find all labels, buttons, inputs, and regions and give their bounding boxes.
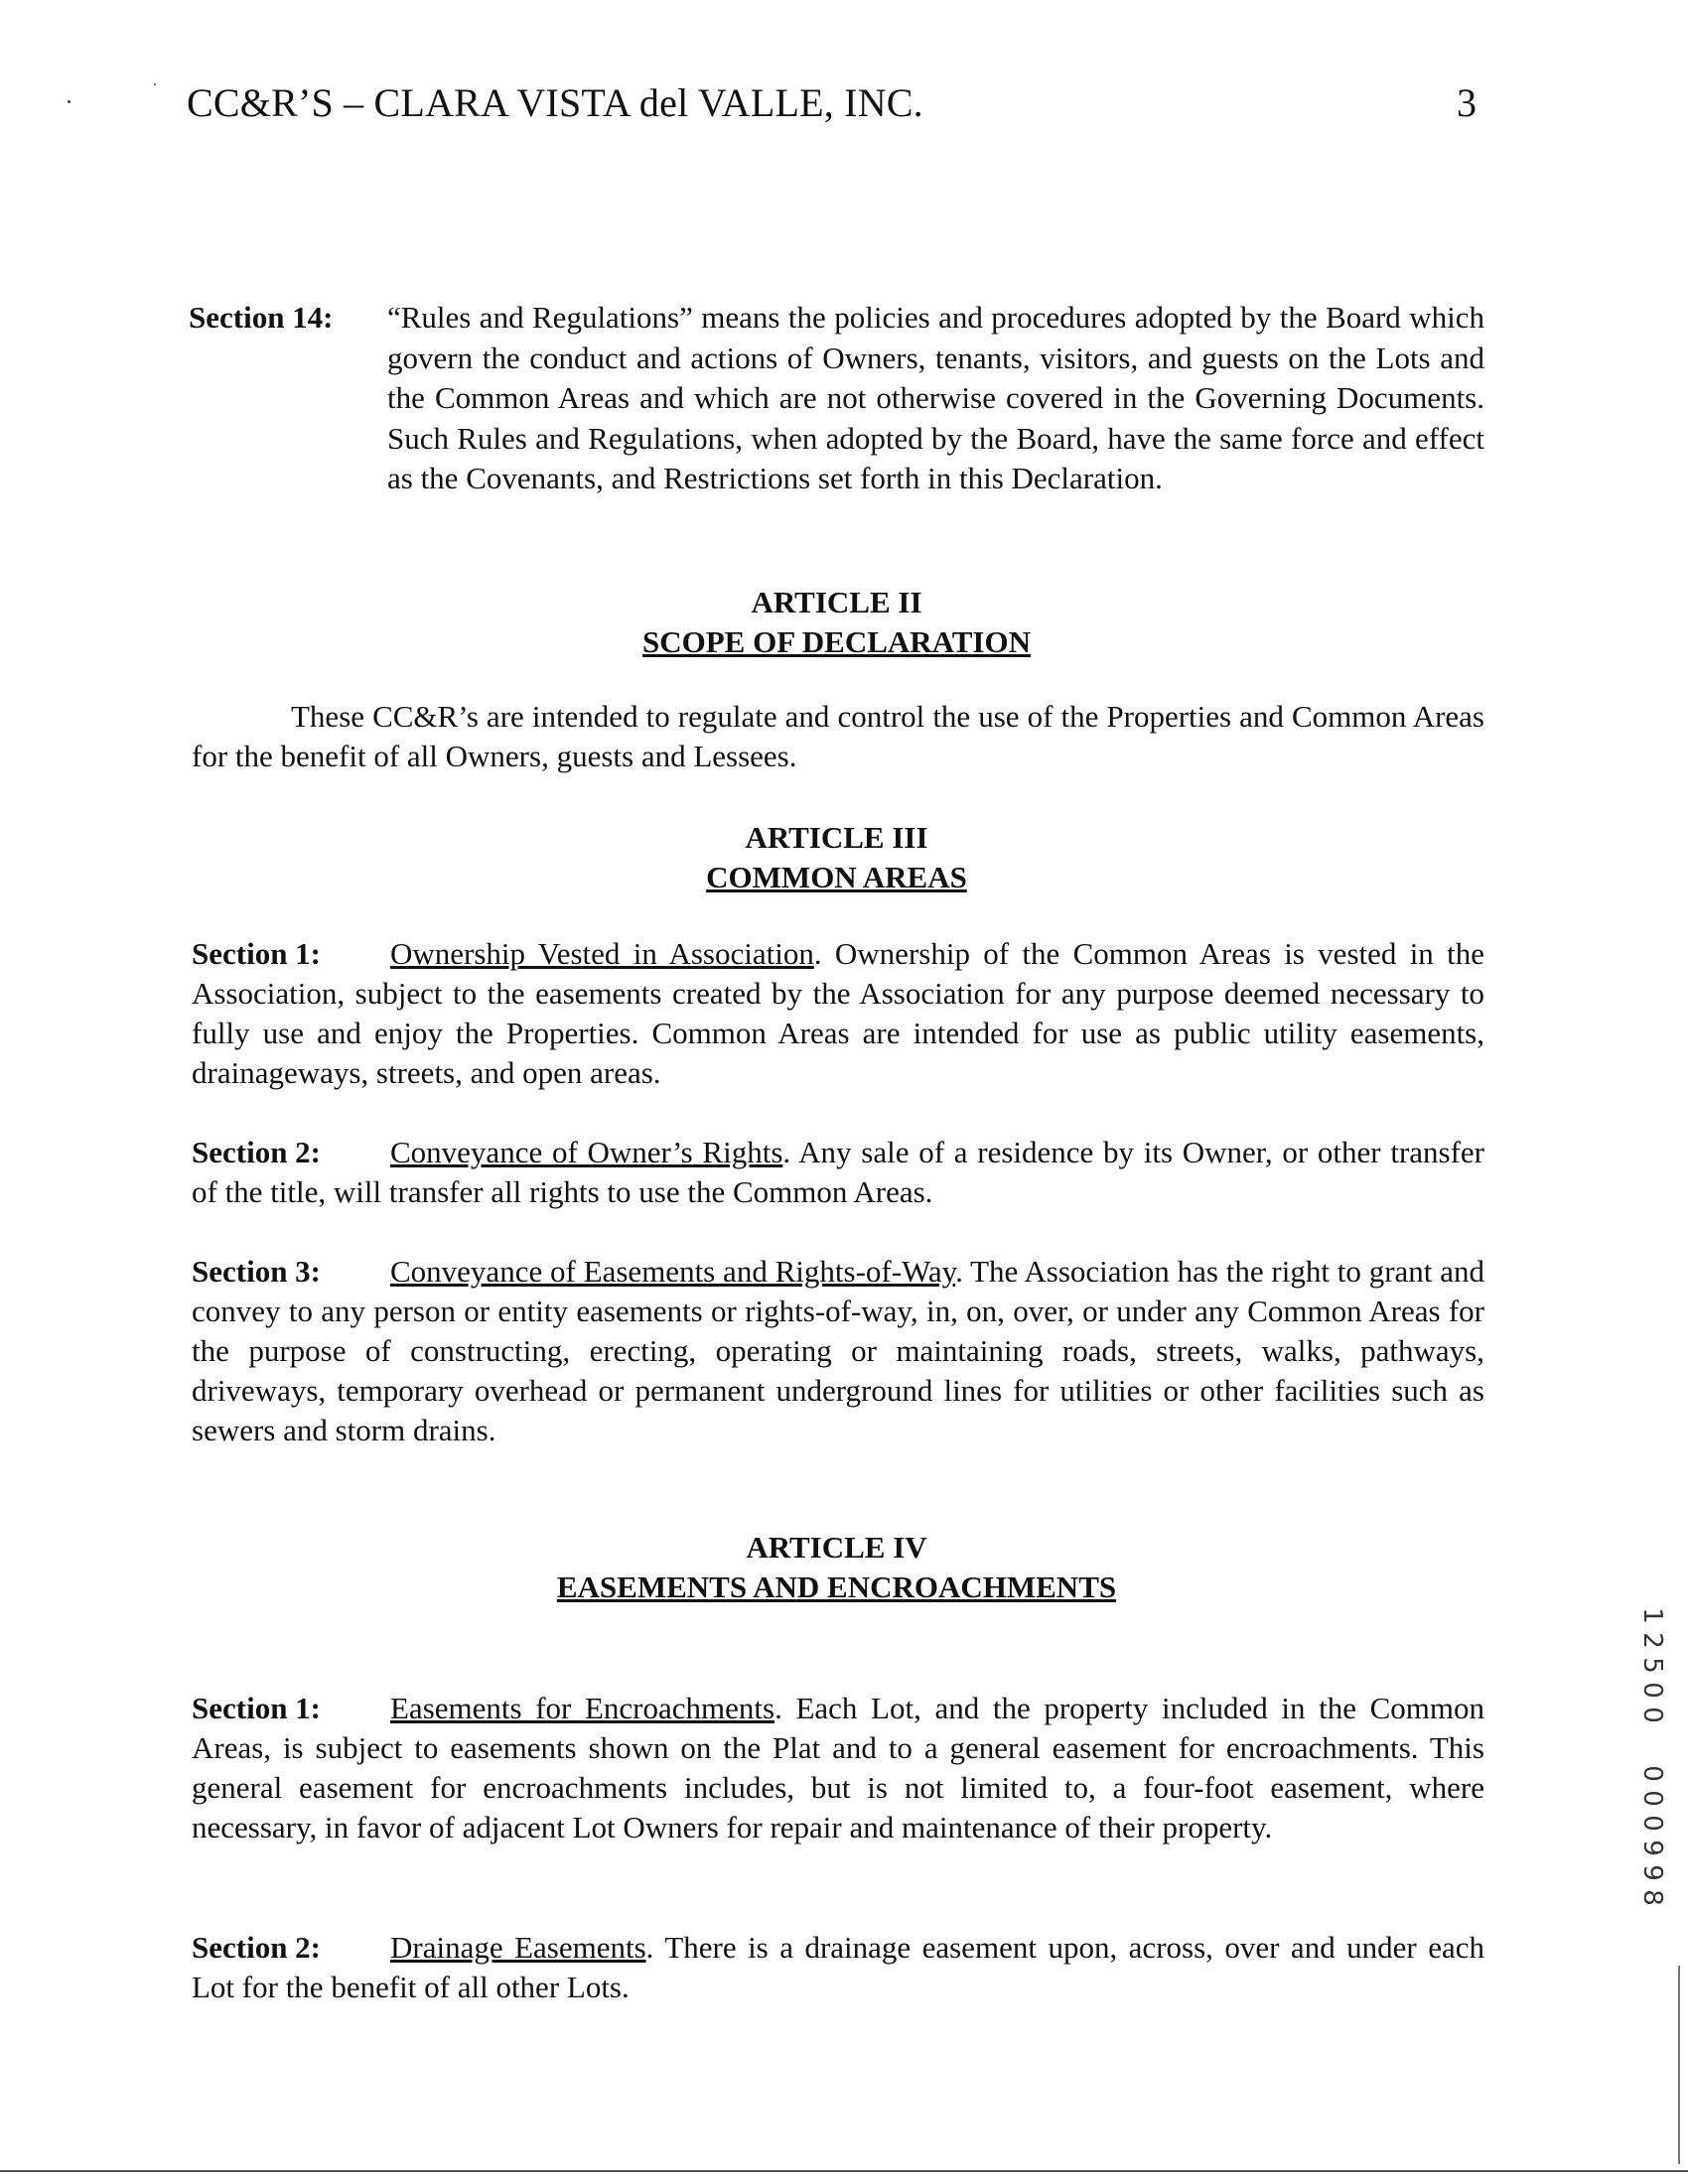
article-name: SCOPE OF DECLARATION <box>642 624 1031 659</box>
section-text: . Any sale of a residence by its Owner, or other transfer of the title, will transfer all rights to use the Common Areas. <box>192 1135 1485 1209</box>
stamp-digit: 0 <box>1636 1682 1667 1699</box>
article-3-heading <box>189 818 1484 897</box>
section-text: “Rules and Regulations” means the policies and procedures adopted by the Board which govern the conduct and actions of Owners, tenants, visitors, and guests on the Lots and the Common Areas and which are not otherwise covered in the Governing Documents. Such Rules and Regulations, when adopted by the Board, have the same force and effect as the Covenants, and Restrictions set forth in this Declaration. <box>387 300 1484 495</box>
section-title: Conveyance of Easements and Rights-of-Way <box>390 1254 956 1289</box>
section-label: Section 3: <box>192 1254 322 1289</box>
scan-speck <box>68 100 70 103</box>
article-4-section-1 <box>192 1689 1484 1847</box>
section-14 <box>189 298 1484 499</box>
article-4-heading <box>189 1528 1484 1607</box>
stamp-lower <box>1636 1761 1667 1910</box>
section-label: Section 1: <box>192 1691 322 1725</box>
article-3-section-3 <box>192 1252 1484 1450</box>
article-2-text: These CC&R’s are intended to regulate and control the use of the Properties and Common Areas for the benefit of all Owners, guests and Lessees. <box>192 699 1484 773</box>
section-label: Section 2: <box>192 1930 322 1965</box>
stamp-digit: 5 <box>1636 1657 1667 1674</box>
article-3-section-2 <box>192 1133 1484 1212</box>
article-number: ARTICLE IV <box>746 1530 927 1565</box>
article-2-heading <box>189 583 1484 662</box>
page-number: 3 <box>1457 80 1477 125</box>
section-text: . There is a drainage easement upon, across, over and under each Lot for the benefit of all other Lots. <box>192 1930 1485 2004</box>
stamp-digit: 0 <box>1636 1765 1667 1782</box>
section-text: . Ownership of the Common Areas is vested in the Association, subject to the easements created by the Association for any purpose deemed necessary to fully use and enjoy the Properties. Common Areas are intended for use as public utility easements, drainageways, streets, and open areas. <box>192 936 1484 1090</box>
article-4-section-2 <box>192 1928 1484 2007</box>
article-3-section-1 <box>192 934 1484 1093</box>
stamp-digit: 2 <box>1636 1632 1667 1649</box>
section-title: Drainage Easements <box>390 1930 646 1965</box>
scan-edge-line <box>1678 1966 1680 2164</box>
scan-speck <box>154 83 156 85</box>
article-name: EASEMENTS AND ENCROACHMENTS <box>556 1570 1117 1604</box>
running-head: CC&R’S – CLARA VISTA del VALLE, INC. <box>187 80 923 125</box>
article-number: ARTICLE III <box>745 820 928 855</box>
stamp-digit: 9 <box>1636 1864 1667 1881</box>
stamp-digit: 8 <box>1636 1889 1667 1906</box>
section-title: Conveyance of Owner’s Rights <box>390 1135 783 1169</box>
section-label: Section 1: <box>192 936 322 971</box>
stamp-digit: 1 <box>1636 1607 1667 1624</box>
stamp-digit: 0 <box>1636 1706 1667 1723</box>
section-text: . The Association has the right to grant and convey to any person or entity easements or rights-of-way, in, on, over, or under any Common Areas for the purpose of constructing, erecting, operating or maintaining roads, streets, walks, pathways, driveways, temporary overhead or permanent underground lines for utilities or other facilities such as sewers and storm drains. <box>192 1254 1484 1447</box>
stamp-upper <box>1636 1603 1667 1727</box>
margin-recording-number <box>1631 1603 1671 1910</box>
section-title: Easements for Encroachments <box>390 1691 775 1725</box>
section-label: Section 14: <box>189 300 334 335</box>
section-label: Section 2: <box>192 1135 322 1169</box>
article-name: COMMON AREAS <box>706 860 967 894</box>
section-text: . Each Lot, and the property included in the Common Areas, is subject to easements shown on the Plat and to a general easement for encroachments. This general easement for encroachments includes, but is not limited to, a four-foot easement, where necessary, in favor of adjacent Lot Owners for repair and maintenance of their property. <box>192 1691 1484 1844</box>
stamp-digit: 0 <box>1636 1790 1667 1807</box>
article-number: ARTICLE II <box>751 585 922 619</box>
section-title: Ownership Vested in Association <box>390 936 814 971</box>
stamp-digit: 9 <box>1636 1840 1667 1856</box>
scan-bottom-edge <box>0 2170 1688 2172</box>
stamp-digit: 0 <box>1636 1815 1667 1832</box>
